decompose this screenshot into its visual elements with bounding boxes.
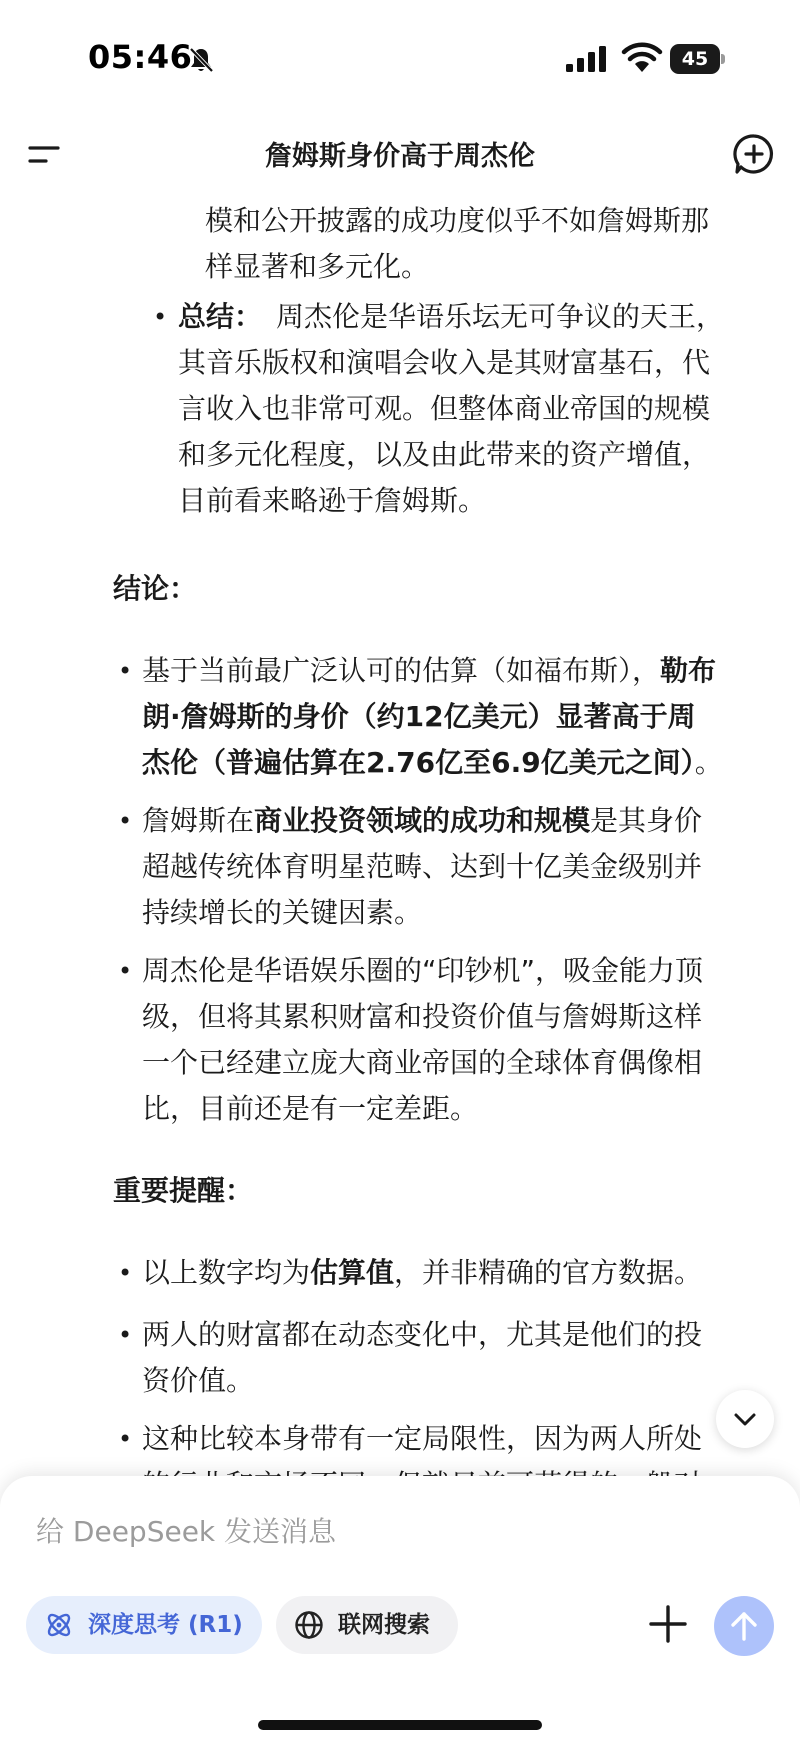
home-indicator [258, 1720, 542, 1730]
text-span: 是其身价 [590, 804, 703, 837]
status-time: 05:46 [88, 38, 193, 76]
summary-label: 总结： [178, 300, 263, 333]
bell-slash-icon [188, 46, 214, 74]
conclusion-line [142, 694, 696, 740]
battery-icon [670, 44, 726, 74]
summary-line [178, 294, 724, 340]
status-bar [0, 0, 800, 118]
reminder-line: 资价值。 [142, 1364, 255, 1397]
new-chat-icon[interactable] [732, 132, 776, 176]
conclusion-line: 比，目前还是有一定差距。 [142, 1092, 479, 1125]
deep-think-label: 深度思考 (R1) [88, 1612, 243, 1638]
message-content [0, 190, 800, 1480]
message-input[interactable] [36, 1506, 736, 1556]
text-span: 。 [694, 746, 723, 779]
bold-span: 杰伦（普遍估算在2.76亿至6.9亿美元之间） [142, 746, 695, 779]
bullet-dot: • [118, 1321, 133, 1349]
text-span: 基于当前最广泛认可的估算（如福布斯）， [142, 654, 661, 687]
conclusion-line [142, 740, 723, 786]
battery-tip [721, 54, 725, 64]
bold-span: 朗·詹姆斯的身价（约12亿美元）显著高于周 [142, 700, 696, 733]
web-search-label: 联网搜索 [338, 1612, 430, 1638]
reminder-line [142, 1250, 702, 1296]
conclusion-line [142, 798, 702, 844]
conclusion-heading: 结论： [113, 572, 198, 605]
summary-line: 其音乐版权和演唱会收入是其财富基石，代 [178, 346, 711, 379]
conclusion-line: 周杰伦是华语娱乐圈的“印钞机”，吸金能力顶 [142, 954, 704, 987]
bullet-dot: • [118, 1425, 133, 1453]
bullet-dot: • [118, 957, 133, 985]
text-line: 模和公开披露的成功度似乎不如詹姆斯那 [205, 204, 710, 237]
send-button[interactable] [714, 1596, 774, 1656]
bullet-dot: • [118, 657, 133, 685]
bullet-dot: • [118, 1259, 133, 1287]
page-title: 詹姆斯身价高于周杰伦 [265, 141, 535, 172]
deep-think-toggle[interactable] [26, 1596, 262, 1654]
summary-line: 目前看来略逊于詹姆斯。 [178, 484, 487, 517]
arrow-up-icon [728, 1609, 760, 1643]
text-span: 以上数字均为 [142, 1256, 311, 1289]
reminder-line: 这种比较本身带有一定局限性，因为两人所处 [142, 1422, 703, 1455]
text-span: ，并非精确的官方数据。 [394, 1256, 703, 1289]
wifi-icon [622, 44, 662, 74]
bullet-dot: • [118, 807, 133, 835]
bold-span: 商业投资领域的成功和规模 [254, 804, 591, 837]
conclusion-line: 持续增长的关键因素。 [142, 896, 423, 929]
conclusion-line: 级，但将其累积财富和投资价值与詹姆斯这样 [142, 1000, 703, 1033]
conclusion-line: 一个已经建立庞大商业帝国的全球体育偶像相 [142, 1046, 703, 1079]
bold-span: 估算值 [310, 1256, 395, 1289]
chevron-down-icon [733, 1408, 757, 1430]
chat-header [0, 118, 800, 190]
reminder-line: 两人的财富都在动态变化中，尤其是他们的投 [142, 1318, 703, 1351]
bullet-dot: • [153, 303, 168, 331]
cellular-signal-icon [566, 46, 608, 72]
summary-line: 言收入也非常可观。但整体商业帝国的规模 [178, 392, 711, 425]
message-composer [0, 1476, 800, 1739]
battery-level: 45 [681, 48, 709, 70]
bold-span: 勒布 [660, 654, 717, 687]
text-line: 样显著和多元化。 [205, 250, 430, 283]
atom-icon [44, 1610, 74, 1640]
conclusion-line: 超越传统体育明星范畴、达到十亿美金级别并 [142, 850, 703, 883]
text-span: 詹姆斯在 [142, 804, 255, 837]
globe-icon [294, 1610, 324, 1640]
summary-text: 周杰伦是华语乐坛无可争议的天王， [276, 300, 725, 333]
scroll-to-bottom-button[interactable] [716, 1390, 774, 1448]
reminder-heading: 重要提醒： [113, 1174, 254, 1207]
summary-line: 和多元化程度，以及由此带来的资产增值， [178, 438, 711, 471]
web-search-toggle[interactable] [276, 1596, 458, 1654]
conclusion-line [142, 648, 716, 694]
plus-icon[interactable] [644, 1600, 692, 1648]
